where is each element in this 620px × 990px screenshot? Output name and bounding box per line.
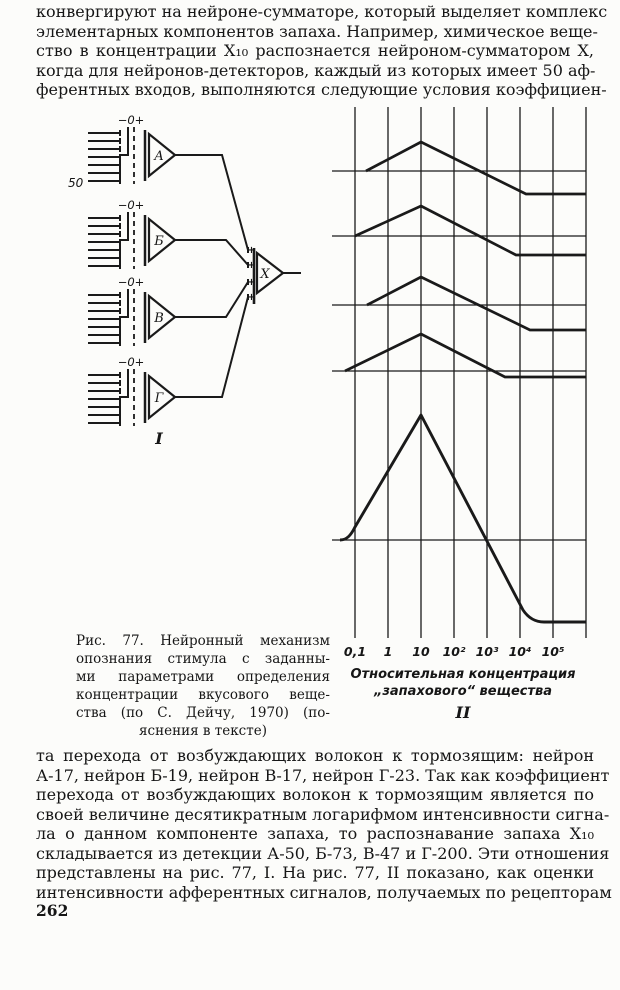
text-line: складывается из детекции А-50, Б-73, В-47 и Г-200. Эти отношения (36, 843, 610, 863)
neuron-letter-v: В (154, 311, 164, 326)
threshold-step-line (120, 289, 128, 346)
tick-10: 10 (412, 644, 430, 659)
text-line: своей величине десятикратным логарифмом интенсивности сигна- (36, 804, 610, 824)
axon-g-to-x (175, 297, 248, 397)
figure-77-part2-graph (330, 105, 592, 720)
response-curve-summator-x (340, 415, 586, 622)
detector-unit-a (68, 113, 248, 250)
afferent-fibers (88, 215, 120, 269)
threshold-label: −0+ (117, 355, 145, 369)
threshold-step-line (120, 127, 128, 184)
threshold-step-line (120, 212, 128, 269)
afferent-count-label: 50 (68, 176, 84, 190)
threshold-label: −0+ (117, 113, 145, 127)
text-line: когда для нейронов-детекторов, каждый из которых имеет 50 аф- (36, 60, 596, 80)
tick-1: 1 (383, 644, 393, 659)
tick-10000: 10⁴ (508, 644, 532, 659)
threshold-step-line (120, 369, 128, 426)
axon-v-to-x (175, 282, 248, 317)
text-line: ство в концентрации Х₁₀ распознается нейроном-сумматором X, (36, 41, 594, 60)
caption-line: ми параметрами определения (76, 669, 330, 685)
x-axis-title-line2: „запахового“ вещества (373, 684, 553, 699)
excitatory-plus: + (247, 292, 256, 303)
part-2-label: II (455, 703, 471, 720)
figure-77-part1-neuron-diagram (58, 110, 308, 455)
axon-b-to-x (175, 240, 248, 265)
tuning-curve-detector-b (355, 206, 586, 255)
vertical-gridlines (355, 107, 586, 638)
excitatory-plus: + (247, 277, 256, 288)
caption-line: ства (по С. Дейчу, 1970) (по- (76, 705, 330, 721)
text-line: ла о данном компоненте запаха, то распознавание запаха Х₁₀ (36, 824, 594, 843)
x-axis-tick-labels (344, 644, 565, 659)
neuron-letter-a: А (154, 149, 164, 164)
neuron-letter-b: Б (154, 234, 164, 249)
detector-unit-v (88, 275, 248, 346)
tick-100000: 10⁵ (541, 644, 565, 659)
tick-0-1: 0,1 (343, 644, 367, 659)
part-1-label: I (155, 429, 163, 448)
afferent-fibers (88, 292, 120, 346)
caption-line: опознания стимула с заданны- (76, 651, 330, 667)
text-line: элементарных компонентов запаха. Например, химическое веще- (36, 21, 598, 41)
afferent-fibers (88, 130, 120, 184)
caption-line: концентрации вкусового веще- (76, 687, 330, 703)
afferent-fibers (88, 372, 120, 426)
threshold-label: −0+ (117, 275, 145, 289)
neuron-letter-g: Г (154, 391, 164, 406)
threshold-label: −0+ (117, 198, 145, 212)
excitatory-plus: + (247, 260, 256, 271)
text-line: интенсивности афферентных сигналов, получаемых по рецепторам (36, 882, 612, 902)
page-number: 262 (36, 901, 69, 920)
text-line: представлены на рис. 77, I. На рис. 77, II показано, как оценки (36, 863, 594, 882)
summator-neuron-x (248, 245, 301, 304)
excitatory-plus: + (247, 245, 256, 256)
tick-100: 10² (442, 644, 466, 659)
x-axis-title-line1: Относительная концентрация (350, 667, 576, 682)
text-line: та перехода от возбуждающих волокон к тормозящим: нейрон (36, 746, 594, 765)
axon-a-to-x (175, 155, 248, 250)
text-line: А-17, нейрон Б-19, нейрон В-17, нейрон Г-23. Так как коэффициент (36, 765, 610, 785)
detector-unit-b (88, 198, 248, 269)
figure-caption (76, 632, 330, 740)
text-line: ферентных входов, выполняются следующие условия коэффициен- (36, 80, 607, 99)
caption-line: Рис. 77. Нейронный механизм (76, 633, 330, 649)
bottom-paragraph (36, 746, 612, 902)
tick-1000: 10³ (475, 644, 499, 659)
caption-line: яснения в тексте) (139, 723, 267, 739)
text-line: конвергируют на нейроне-сумматоре, который выделяет комплекс (36, 2, 608, 21)
text-line: перехода от возбуждающих волокон к тормозящим является по (36, 785, 594, 804)
summator-letter-x: X (260, 267, 270, 282)
top-paragraph (36, 2, 608, 100)
